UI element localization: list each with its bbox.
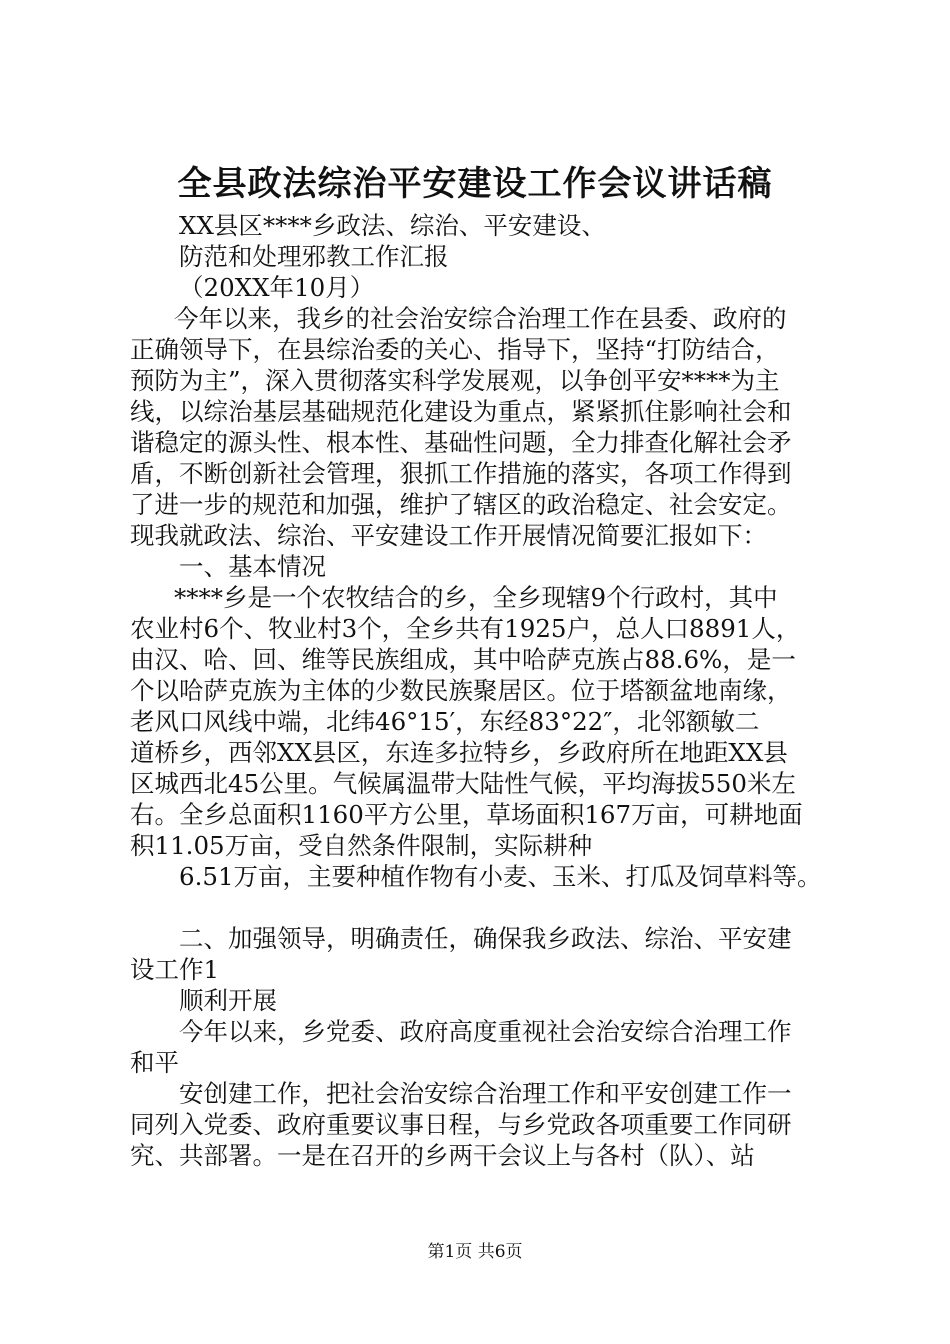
text-line: 顺利开展 bbox=[179, 986, 277, 1015]
text-line: 盾，不断创新社会管理，狠抓工作措施的落实，各项工作得到 bbox=[130, 459, 792, 488]
text-line: 设工作1 bbox=[130, 955, 220, 984]
text-line: 线，以综治基层基础规范化建设为重点，紧紧抓住影响社会和 bbox=[130, 397, 792, 426]
text-line: 老风口风线中端，北纬46°15′，东经83°22″，北邻额敏二 bbox=[130, 707, 760, 736]
blank-line bbox=[130, 892, 835, 923]
text-line: 正确领导下，在县综治委的关心、指导下，坚持“打防结合， bbox=[130, 335, 780, 364]
document-body bbox=[130, 210, 835, 1171]
page-number-footer: 第1页 共6页 bbox=[427, 1242, 523, 1262]
paragraph-first-line: 安创建工作，把社会治安综合治理工作和平安创建工作一 bbox=[179, 1079, 792, 1108]
text-line: 现我就政法、综治、平安建设工作开展情况简要汇报如下： bbox=[130, 521, 767, 550]
text-line: 积11.05万亩，受自然条件限制，实际耕种 bbox=[130, 831, 593, 860]
section-heading: 二、加强领导，明确责任，确保我乡政法、综治、平安建 bbox=[179, 924, 792, 953]
paragraph-first-line: 今年以来，我乡的社会治安综合治理工作在县委、政府的 bbox=[174, 304, 787, 333]
text-line: 个以哈萨克族为主体的少数民族聚居区。位于塔额盆地南缘， bbox=[130, 676, 792, 705]
text-line: 预防为主”，深入贯彻落实科学发展观，以争创平安****为主 bbox=[130, 366, 780, 395]
text-line: 同列入党委、政府重要议事日程，与乡党政各项重要工作同研 bbox=[130, 1110, 792, 1139]
document-title: 全县政法综治平安建设工作会议讲话稿 bbox=[177, 164, 773, 204]
text-line: 右。全乡总面积1160平方公里，草场面积167万亩，可耕地面 bbox=[130, 800, 803, 829]
text-line: 究、共部署。一是在召开的乡两干会议上与各村（队）、站 bbox=[130, 1141, 755, 1170]
section-heading: 一、基本情况 bbox=[179, 552, 326, 581]
text-line: 和平 bbox=[130, 1048, 179, 1077]
text-line: 区城西北45公里。气候属温带大陆性气候，平均海拔550米左 bbox=[130, 769, 796, 798]
text-line: 农业村6个、牧业村3个，全乡共有1925户，总人口8891人， bbox=[130, 614, 801, 643]
text-line: 了进一步的规范和加强，维护了辖区的政治稳定、社会安定。 bbox=[130, 490, 792, 519]
text-line: （20XX年10月） bbox=[179, 273, 375, 302]
text-line: 6.51万亩，主要种植作物有小麦、玉米、打瓜及饲草料等。 bbox=[179, 862, 822, 891]
text-line: XX县区****乡政法、综治、平安建设、 bbox=[179, 211, 606, 240]
paragraph-first-line: 今年以来，乡党委、政府高度重视社会治安综合治理工作 bbox=[179, 1017, 792, 1046]
text-line: 防范和处理邪教工作汇报 bbox=[179, 242, 449, 271]
text-line: 由汉、哈、回、维等民族组成，其中哈萨克族占88.6%，是一 bbox=[130, 645, 796, 674]
text-line: 道桥乡，西邻XX县区，东连多拉特乡，乡政府所在地距XX县 bbox=[130, 738, 788, 767]
paragraph-first-line: ****乡是一个农牧结合的乡，全乡现辖9个行政村，其中 bbox=[174, 583, 778, 612]
text-line: 谐稳定的源头性、根本性、基础性问题，全力排查化解社会矛 bbox=[130, 428, 792, 457]
